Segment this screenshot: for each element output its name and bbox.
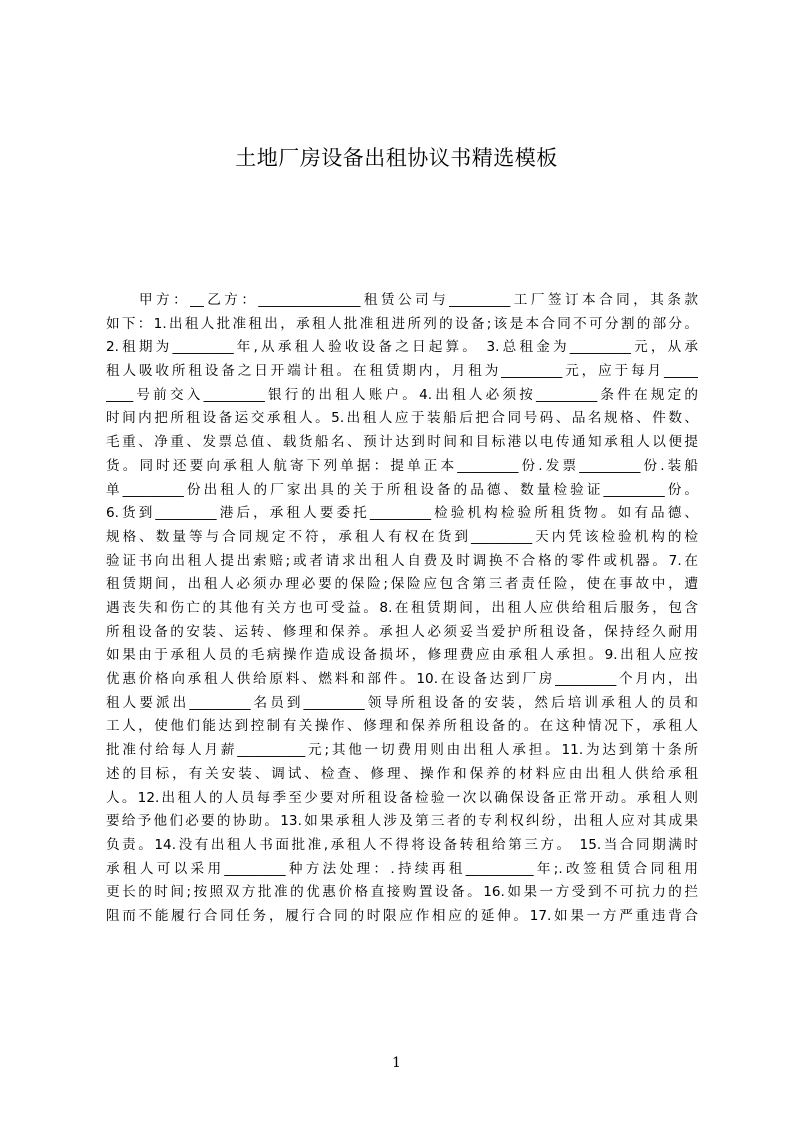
body-line: 租赁期间，出租人必须办理必要的保险;保险应包含第三者责任险，使在事故中，遭 xyxy=(106,576,698,593)
body-line: ____号前交入_________银行的出租人账户。4.出租人必须按_________条件在规定的 xyxy=(106,386,698,403)
body-line: 遇丧失和伤亡的其他有关方也可受益。8.在租赁期间，出租人应供给租后服务，包含 xyxy=(106,599,698,616)
body-line: 更长的时间;按照双方批准的优惠价格直接购置设备。16.如果一方受到不可抗力的拦 xyxy=(106,884,698,901)
body-line: 甲方：__乙方：_______________租赁公司与_________工厂签订本合同，其条款 xyxy=(139,292,698,308)
body-line: 所租设备的安装、运转、修理和保养。承担人必须妥当爱护所租设备，保持经久耐用 xyxy=(106,623,698,640)
body-line: 6.货到_________港后，承租人要委托_________检验机构检验所租货物。如有品德、 xyxy=(106,505,698,522)
document-body-continued xyxy=(106,763,698,1010)
body-line: 租人吸收所租设备之日开端计租。在租赁期内，月租为_________元，应于每月_____ xyxy=(106,363,698,380)
body-line: 工人，使他们能达到控制有关操作、修理和保养所租设备的。在这种情况下，承租人 xyxy=(106,718,698,735)
body-line: 2.租期为_________年,从承租人验收设备之日起算。 3.总租金为_________元，从承 xyxy=(106,339,698,356)
body-line: 时间内把所租设备运交承租人。5.出租人应于装船后把合同号码、品名规格、件数、 xyxy=(106,410,698,427)
document-body xyxy=(106,289,698,764)
page-number: 1 xyxy=(392,1055,401,1071)
body-line: 如果由于承租人员的毛病操作造成设备损坏，修理费应由承租人承担。9.出租人应按 xyxy=(106,647,698,664)
body-line: 要给予他们必要的协助。13.如果承租人涉及第三者的专利权纠纷，出租人应对其成果 xyxy=(106,813,698,830)
body-line: 批准付给每人月薪__________元;其他一切费用则由出租人承担。11.为达到第十条所 xyxy=(106,742,698,759)
body-line: 承租人可以采用_________种方法处理：.持续再租__________年;.改签租赁合同租用 xyxy=(106,860,698,877)
body-line: 人。12.出租人的人员每季至少要对所租设备检验一次以确保设备正常开动。承租人则 xyxy=(106,789,698,806)
body-line: 毛重、净重、发票总值、载货船名、预计达到时间和目标港以电传通知承租人以便提 xyxy=(106,434,698,451)
body-line: 单_________份出租人的厂家出具的关于所租设备的品德、数量检验证_________份。 xyxy=(106,481,698,498)
body-line: 如下：1.出租人批准租出，承租人批准租进所列的设备;该是本合同不可分割的部分。 xyxy=(106,315,698,332)
body-line: 验证书向出租人提出索赔;或者请求出租人自费及时调换不合格的零件或机器。7.在 xyxy=(106,552,698,569)
body-line: 货。同时还要向承租人航寄下列单据：提单正本_________份.发票_________份.装船 xyxy=(106,457,698,474)
body-line: 负责。14.没有出租人书面批准,承租人不得将设备转租给第三方。 15.当合同期满时 xyxy=(106,837,698,854)
body-line: 阻而不能履行合同任务，履行合同的时限应作相应的延伸。17.如果一方严重违背合 xyxy=(106,908,698,925)
body-line: 优惠价格向承租人供给原料、燃料和部件。10.在设备达到厂房_________个月内，出 xyxy=(106,671,698,687)
body-line: 规格、数量等与合同规定不符，承租人有权在货到_________天内凭该检验机构的检 xyxy=(106,528,698,545)
body-line: 租人要派出_________名员到_________领导所租设备的安装，然后培训承租人的员和 xyxy=(106,694,698,711)
body-line: 述的目标，有关安装、调试、检查、修理、操作和保养的材料应由出租人供给承租 xyxy=(106,766,698,782)
document-title: 土地厂房设备出租协议书精选模板 xyxy=(235,146,558,170)
